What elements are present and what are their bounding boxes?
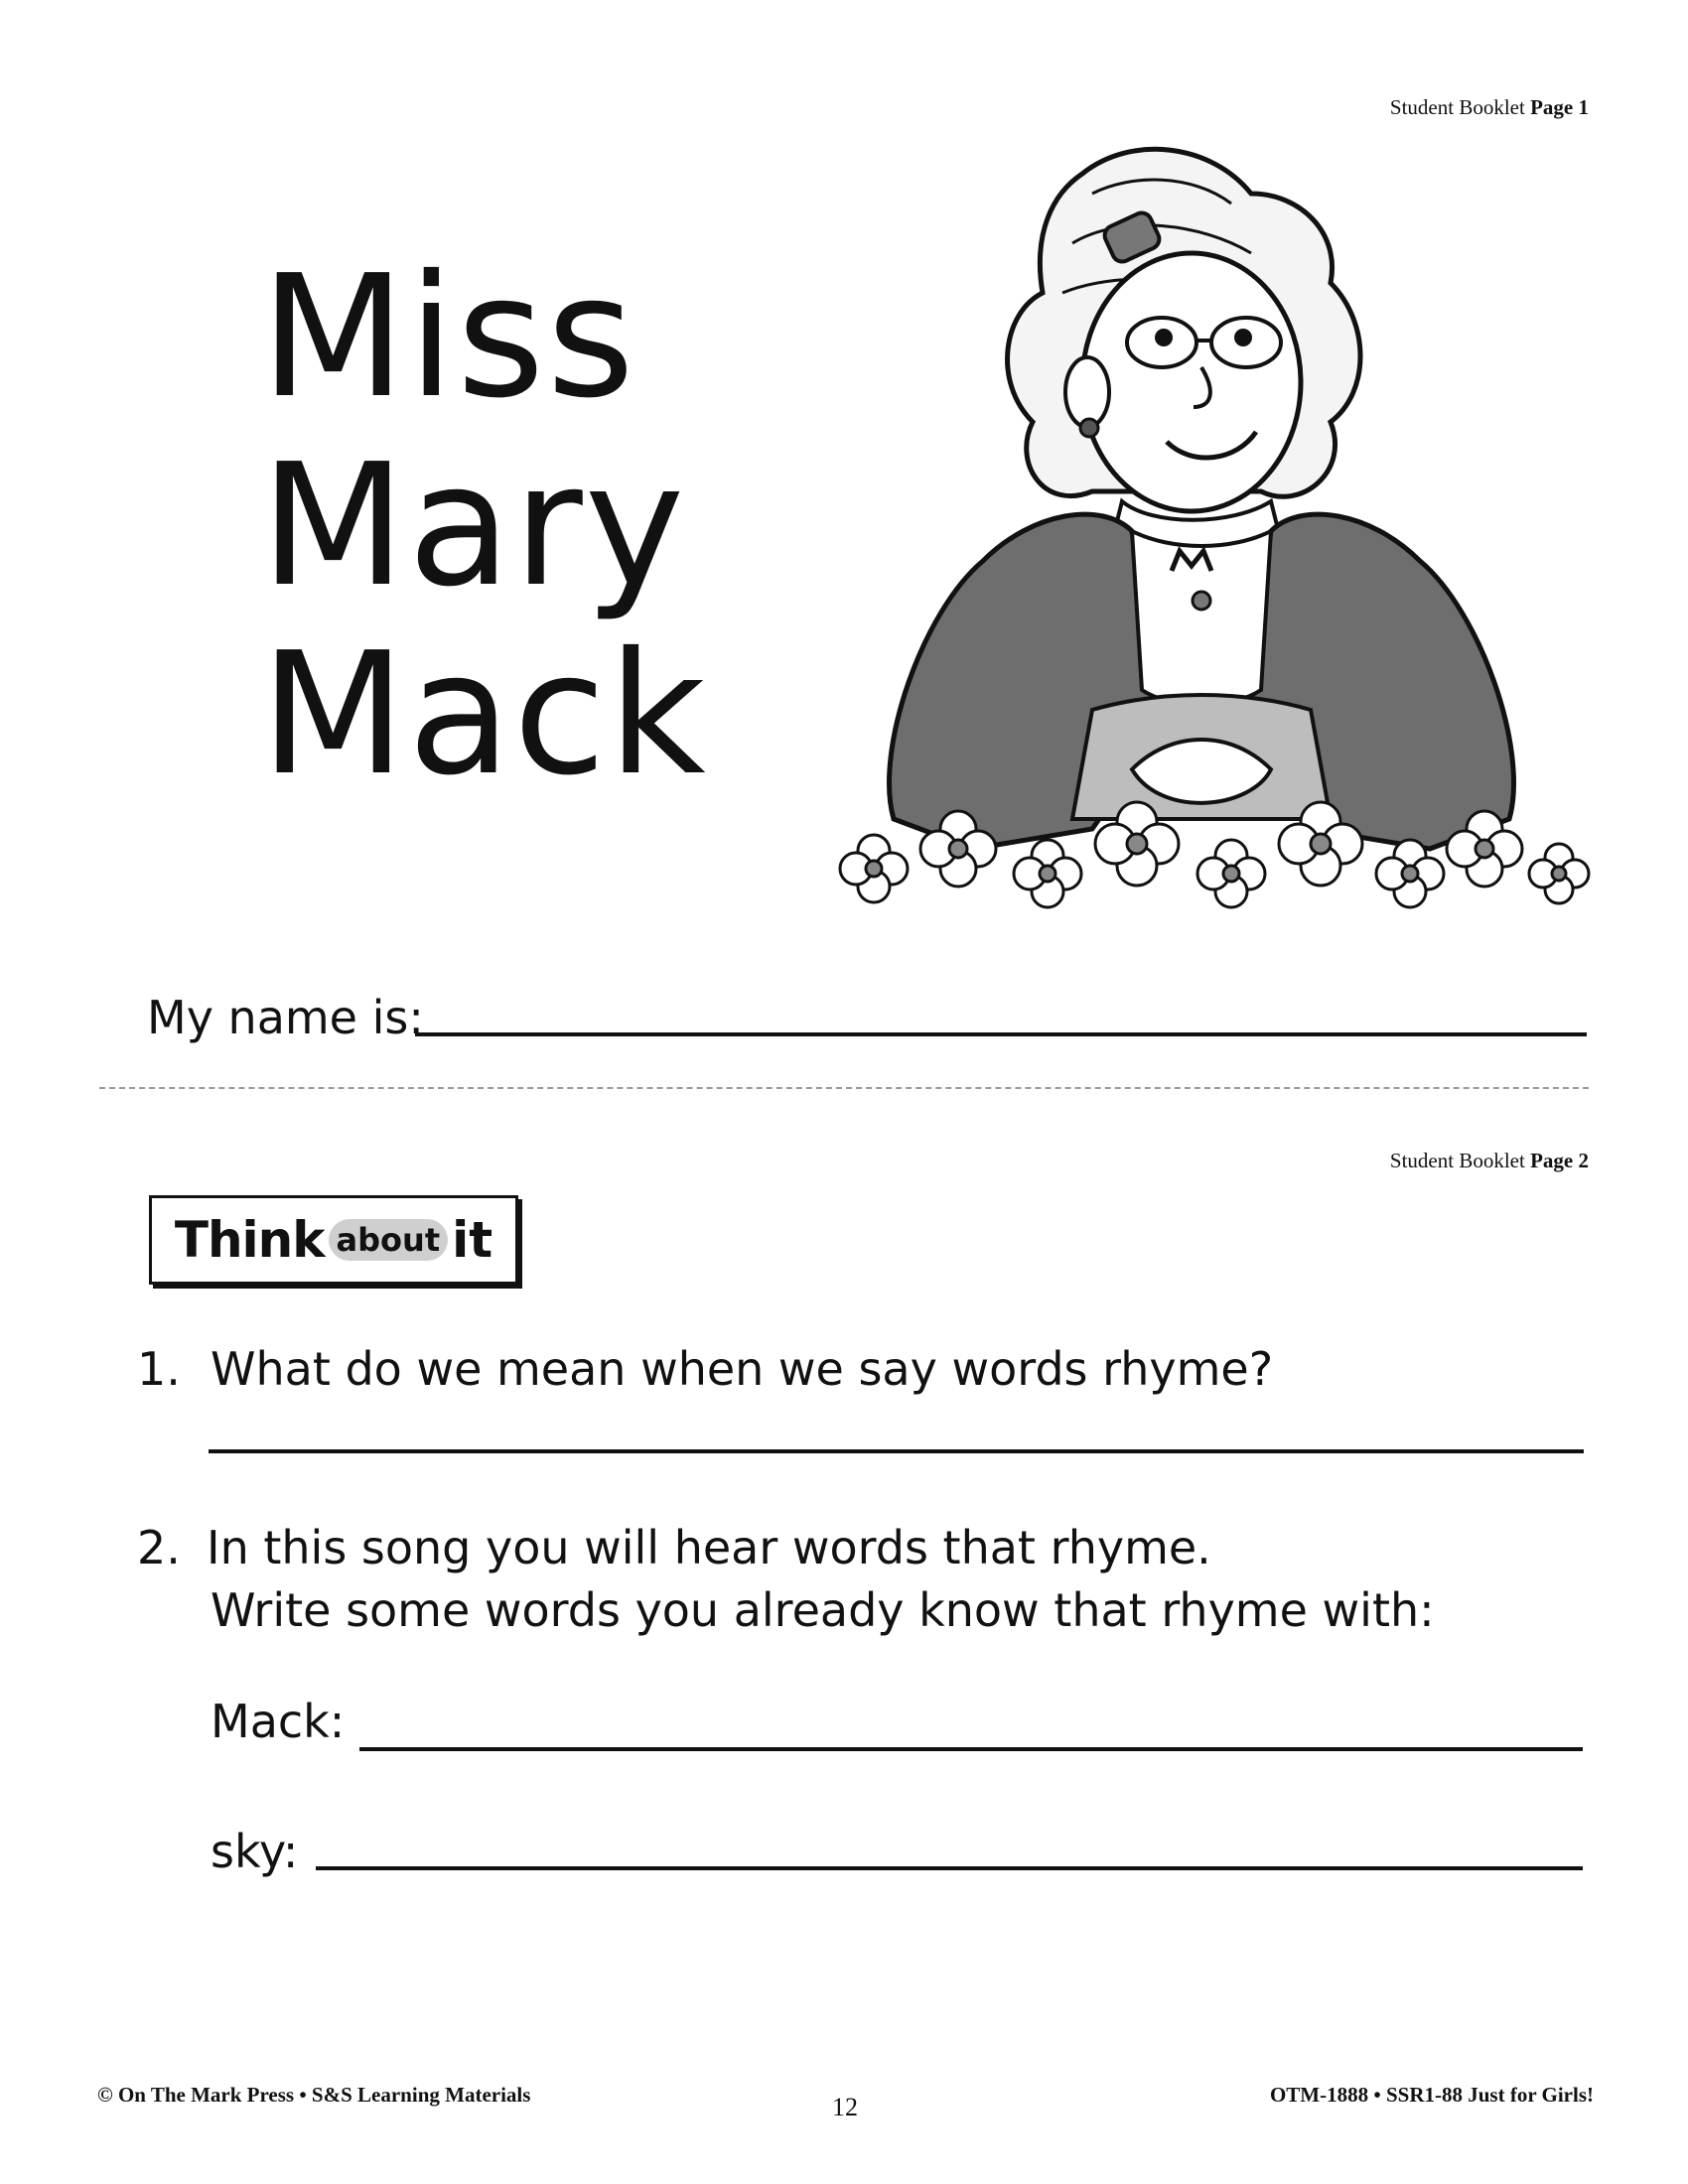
rhyme-label-mack: Mack: (211, 1695, 346, 1748)
question-2-number: 2. (137, 1521, 181, 1574)
cut-line (99, 1087, 1589, 1089)
badge-about: about (329, 1219, 449, 1261)
footer-right: OTM-1888 • SSR1-88 Just for Girls! (1269, 2083, 1594, 2107)
badge-it: it (452, 1211, 493, 1269)
title-line-3: Mack (260, 616, 708, 813)
question-2-line-2: Write some words you already know that rhyme with: (211, 1583, 1435, 1637)
rhyme-label-sky: sky: (211, 1825, 299, 1878)
title-line-1: Miss (260, 239, 637, 436)
page2-header-page: Page 2 (1530, 1149, 1589, 1172)
badge-think: Think (174, 1211, 325, 1269)
page2-header (1092, 1149, 1589, 1173)
page2-header-prefix: Student Booklet (1389, 1149, 1525, 1172)
booklet-title (260, 239, 776, 819)
page-number: 12 (832, 2093, 858, 2121)
title-line-2: Mary (260, 428, 687, 624)
rhyme-sky-answer-line[interactable] (316, 1866, 1583, 1870)
page1-header-page: Page 1 (1530, 95, 1589, 119)
teacher-illustration (834, 134, 1599, 938)
name-label: My name is: (147, 991, 424, 1044)
question-1-answer-line[interactable] (209, 1449, 1584, 1453)
rhyme-mack-answer-line[interactable] (359, 1747, 1583, 1751)
question-2-line-1: In this song you will hear words that rhyme. (207, 1521, 1211, 1574)
question-1-number: 1. (137, 1342, 181, 1396)
question-1-text: What do we mean when we say words rhyme? (211, 1342, 1274, 1396)
page1-header-prefix: Student Booklet (1389, 95, 1525, 119)
think-about-it-badge (149, 1195, 518, 1285)
footer-left: © On The Mark Press • S&S Learning Materials (97, 2083, 531, 2107)
page1-header (1092, 95, 1589, 120)
name-answer-line[interactable] (415, 1032, 1587, 1036)
